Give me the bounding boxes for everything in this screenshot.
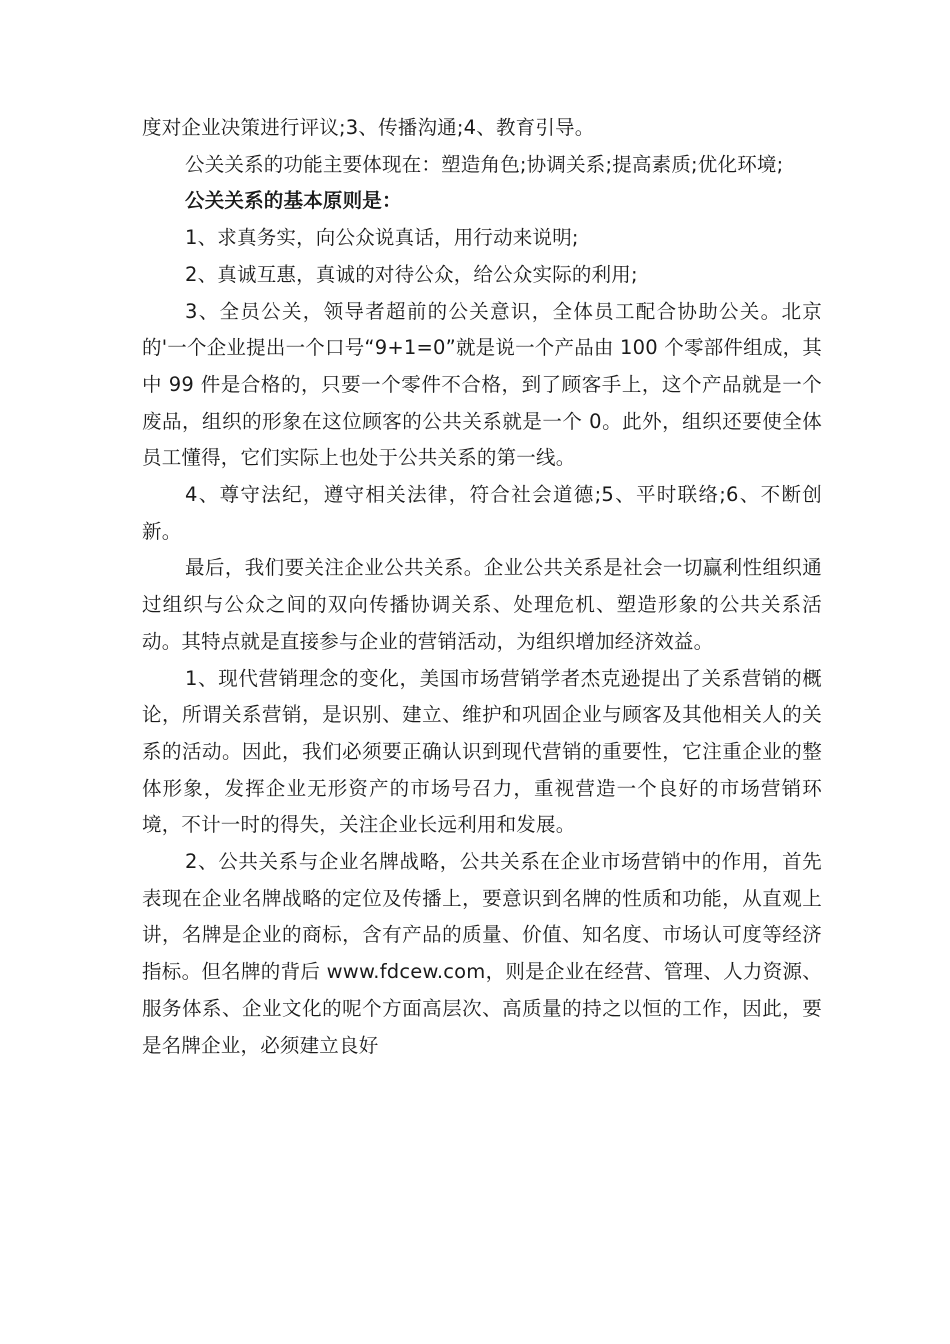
principle-4-6: 4、尊守法纪，遵守相关法律，符合社会道德;5、平时联络;6、不断创新。 xyxy=(142,483,822,543)
paragraph-brand-strategy: 2、公共关系与企业名牌战略，公共关系在企业市场营销中的作用，首先表现在企业名牌战略的定位及传播上，要意识到名牌的性质和功能，从直观上讲，名牌是企业的商标，含有产品的质量、价值、知名度、市场认可度等经济指标。但名牌的背后 www.fdcew.com，则是企业在经营、管理、人力资源、服务体系、企业文化的呢个方面高层次、高质量的持之以恒的工作，因此，要是名牌企业，必须建立良好 xyxy=(142,850,822,1057)
principle-3: 3、全员公关，领导者超前的公关意识，全体员工配合协助公关。北京的'一个企业提出一个口号“9+1=0”就是说一个产品由 100 个零部件组成，其中 99 件是合格的，只要一个零件不合格，到了顾客手上，这个产品就是一个废品，组织的形象在这位顾客的公共关系就是一个 0。此外，组织还要使全体员工懂得，它们实际上也处于公共关系的第一线。 xyxy=(142,299,822,470)
paragraph-2: 公关关系的功能主要体现在：塑造角色;协调关系;提高素质;优化环境; xyxy=(185,152,784,176)
paragraph-1: 度对企业决策进行评议;3、传播沟通;4、教育引导。 xyxy=(142,116,595,139)
principle-1: 1、求真务实，向公众说真话，用行动来说明; xyxy=(185,226,579,250)
principle-2: 2、真诚互惠，真诚的对待公众，给公众实际的利用; xyxy=(185,262,638,286)
section-heading: 公关关系的基本原则是： xyxy=(185,189,402,213)
document-page xyxy=(142,110,822,1064)
paragraph-enterprise-pr: 最后，我们要关注企业公共关系。企业公共关系是社会一切赢利性组织通过组织与公众之间的双向传播协调关系、处理危机、塑造形象的公共关系活动。其特点就是直接参与企业的营销活动，为组织增加经济效益。 xyxy=(142,556,822,653)
paragraph-marketing-concept: 1、现代营销理念的变化，美国市场营销学者杰克逊提出了关系营销的概论，所谓关系营销，是识别、建立、维护和巩固企业与顾客及其他相关人的关系的活动。因此，我们必须要正确认识到现代营销的重要性，它注重企业的整体形象，发挥企业无形资产的市场号召力，重视营造一个良好的市场营销环境，不计一时的得失，关注企业长远利用和发展。 xyxy=(142,666,822,837)
